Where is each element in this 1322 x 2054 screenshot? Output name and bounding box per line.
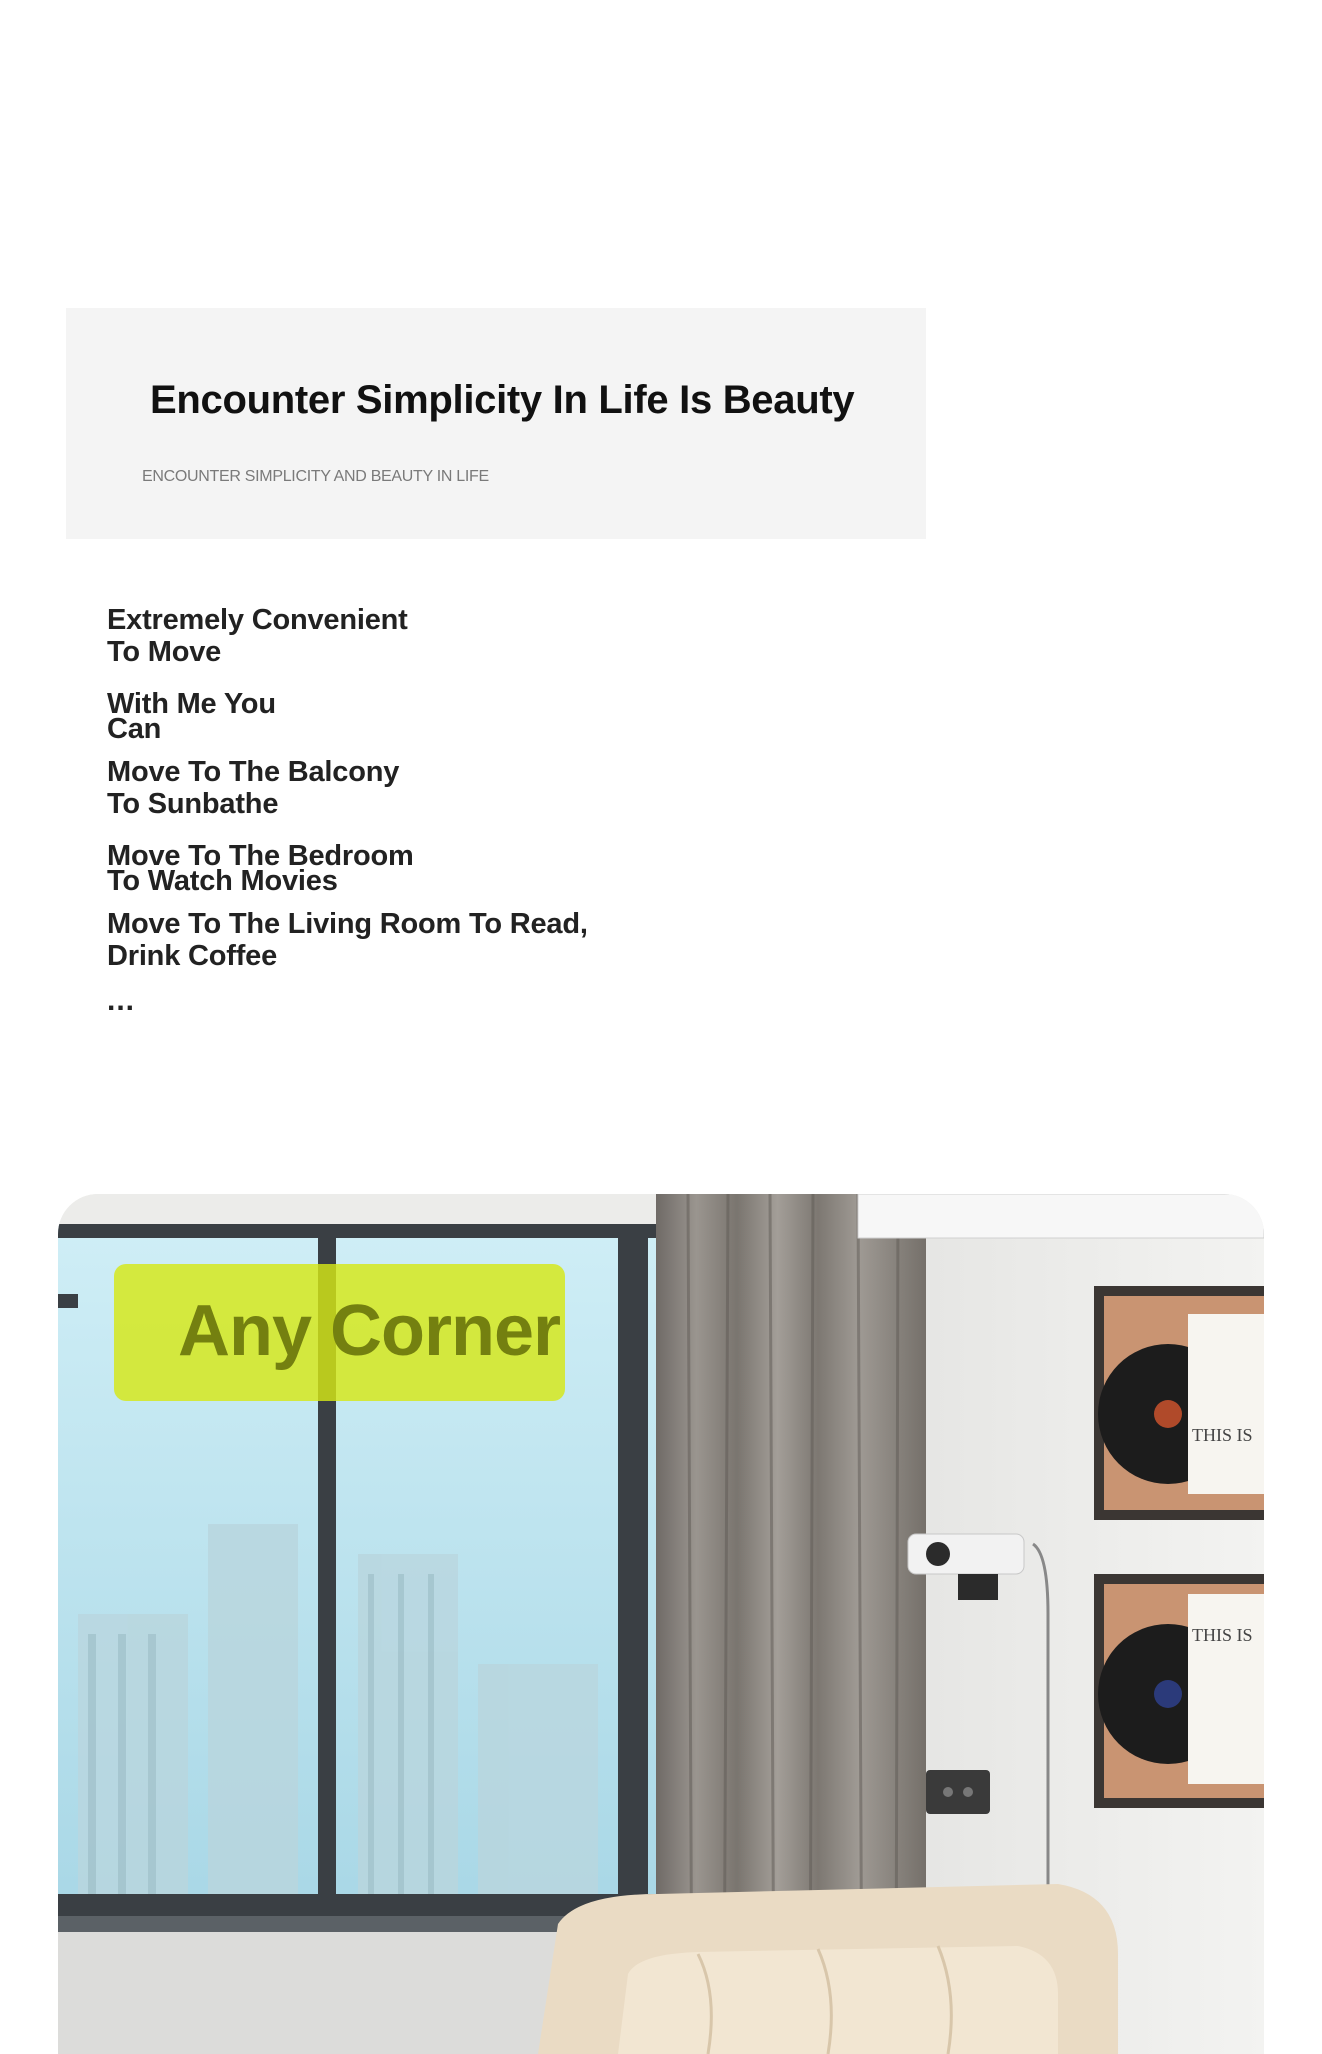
- record-caption: THIS IS: [1192, 1425, 1253, 1445]
- feature-item: [107, 756, 399, 820]
- feature-item: [107, 908, 588, 972]
- feature-line: To Sunbathe: [107, 788, 279, 820]
- feature-line: Can: [107, 713, 162, 745]
- feature-item: [107, 840, 414, 897]
- feature-line: Drink Coffee: [107, 940, 278, 972]
- feature-line: Move To The Living Room To Read,: [107, 908, 588, 940]
- page-title: Encounter Simplicity In Life Is Beauty: [150, 378, 855, 422]
- feature-line: With Me You: [107, 688, 276, 720]
- ellipsis: ...: [107, 984, 136, 1017]
- feature-line: Extremely Convenient: [107, 604, 408, 636]
- record-caption: THIS IS: [1192, 1625, 1253, 1645]
- page-subtitle: ENCOUNTER SIMPLICITY AND BEAUTY IN LIFE: [142, 468, 489, 485]
- feature-item: [107, 604, 408, 668]
- feature-line: To Move: [107, 636, 222, 668]
- header-card: [66, 308, 926, 539]
- feature-line: Move To The Balcony: [107, 756, 400, 788]
- feature-item: [107, 688, 276, 745]
- feature-line: To Watch Movies: [107, 865, 338, 897]
- corner-label: Any Corner: [178, 1291, 561, 1371]
- feature-line: Move To The Bedroom: [107, 840, 414, 872]
